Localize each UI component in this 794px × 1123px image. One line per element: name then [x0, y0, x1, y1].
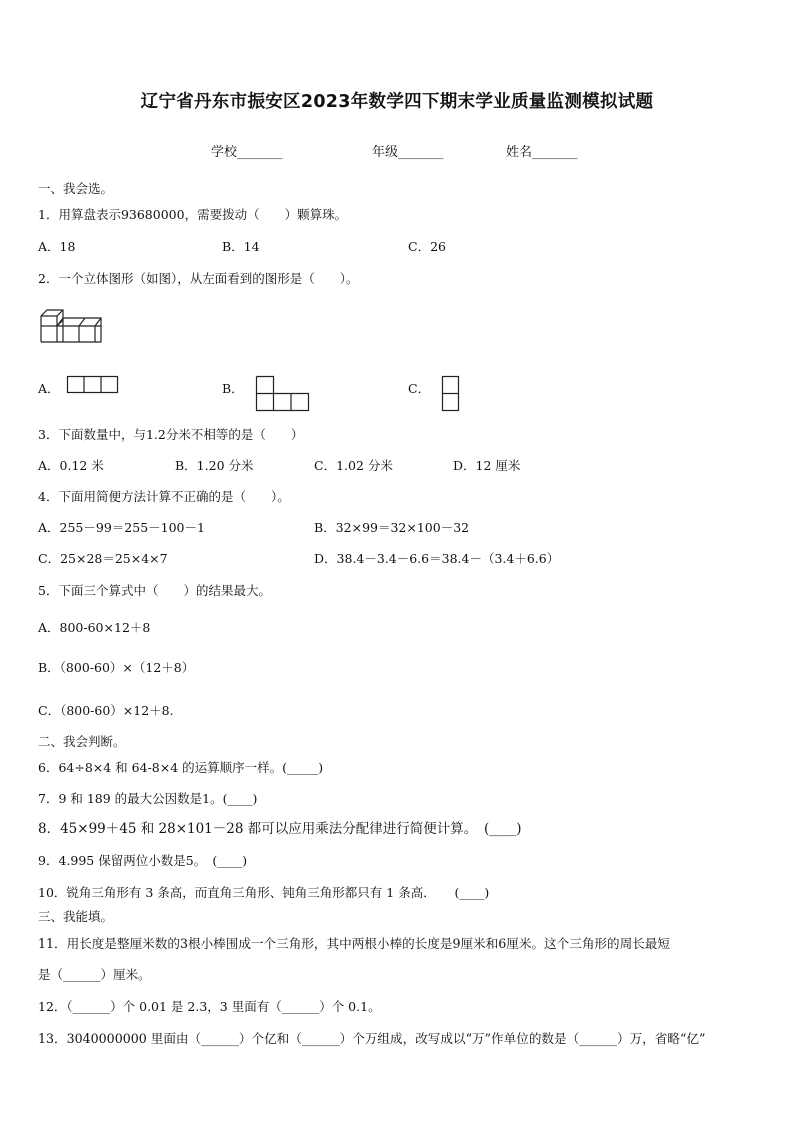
question-9: 9．4.995 保留两位小数是5。 (____): [38, 853, 248, 868]
q4-option-a: A．255－99＝255－100－1: [38, 520, 205, 535]
section-heading-2: 二、我会判断。: [38, 734, 126, 749]
q4-option-b: B．32×99＝32×100－32: [314, 520, 470, 535]
q3-option-a: A．0.12 米: [38, 458, 104, 473]
question-11-line-1: 11．用长度是整厘米数的3根小棒围成一个三角形，其中两根小棒的长度是9厘米和6厘米。这个三角形的周长最短: [38, 936, 670, 951]
school-field: 学校_______: [211, 145, 283, 160]
q3-option-d: D．12 厘米: [453, 458, 521, 473]
question-7: 7．9 和 189 的最大公因数是1。(____): [38, 791, 258, 806]
q4-option-c: C．25×28＝25×4×7: [38, 551, 168, 566]
q2-option-b: B．: [222, 381, 244, 396]
q3-option-c: C．1.02 分米: [314, 458, 393, 473]
q1-option-b: B．14: [222, 239, 260, 254]
question-10: 10．锐角三角形有 3 条高，而直角三角形、钝角三角形都只有 1 条高． (____): [38, 885, 490, 900]
question-13: 13．3040000000 里面由（______）个亿和（______）个万组成，改写成以“万”作单位的数是（______）万，省略“亿”: [38, 1031, 706, 1046]
q2-figure-c: [442, 376, 460, 412]
q2-option-c: C．: [408, 381, 431, 396]
q3-option-b: B．1.20 分米: [175, 458, 254, 473]
question-6: 6．64÷8×4 和 64-8×4 的运算顺序一样。(_____): [38, 760, 324, 775]
page-title: 辽宁省丹东市振安区2023年数学四下期末学业质量监测模拟试题: [140, 92, 654, 112]
question-1: 1．用算盘表示93680000，需要拨动（ ）颗算珠。: [38, 207, 348, 222]
question-11-line-2: 是（______）厘米。: [38, 967, 151, 982]
q5-option-c: C．（800-60）×12＋8.: [38, 703, 174, 718]
q2-figure-b: [256, 376, 310, 412]
q1-option-c: C．26: [408, 239, 446, 254]
question-3: 3．下面数量中，与1.2分米不相等的是（ ）: [38, 427, 304, 442]
q4-option-d: D．38.4－3.4－6.6＝38.4－（3.4＋6.6）: [314, 551, 560, 566]
section-heading-3: 三、我能填。: [38, 909, 114, 924]
solid-figure: [40, 304, 102, 346]
question-5: 5．下面三个算式中（ ）的结果最大。: [38, 583, 271, 598]
q2-option-a: A．: [38, 381, 60, 396]
section-heading-1: 一、我会选。: [38, 181, 114, 196]
q1-option-a: A．18: [38, 239, 76, 254]
q2-figure-a: [67, 376, 119, 394]
q5-option-a: A．800-60×12＋8: [38, 620, 151, 635]
question-2: 2．一个立体图形（如图），从左面看到的图形是（ ）。: [38, 271, 359, 286]
grade-field: 年级_______: [372, 145, 444, 160]
question-12: 12．（______）个 0.01 是 2.3，3 里面有（______）个 0.1。: [38, 999, 381, 1014]
question-8: 8．45×99＋45 和 28×101－28 都可以应用乘法分配律进行简便计算。 (____): [38, 821, 522, 837]
question-4: 4．下面用简便方法计算不正确的是（ ）。: [38, 489, 290, 504]
q5-option-b: B．（800-60）×（12＋8）: [38, 660, 195, 675]
name-field: 姓名_______: [506, 145, 578, 160]
